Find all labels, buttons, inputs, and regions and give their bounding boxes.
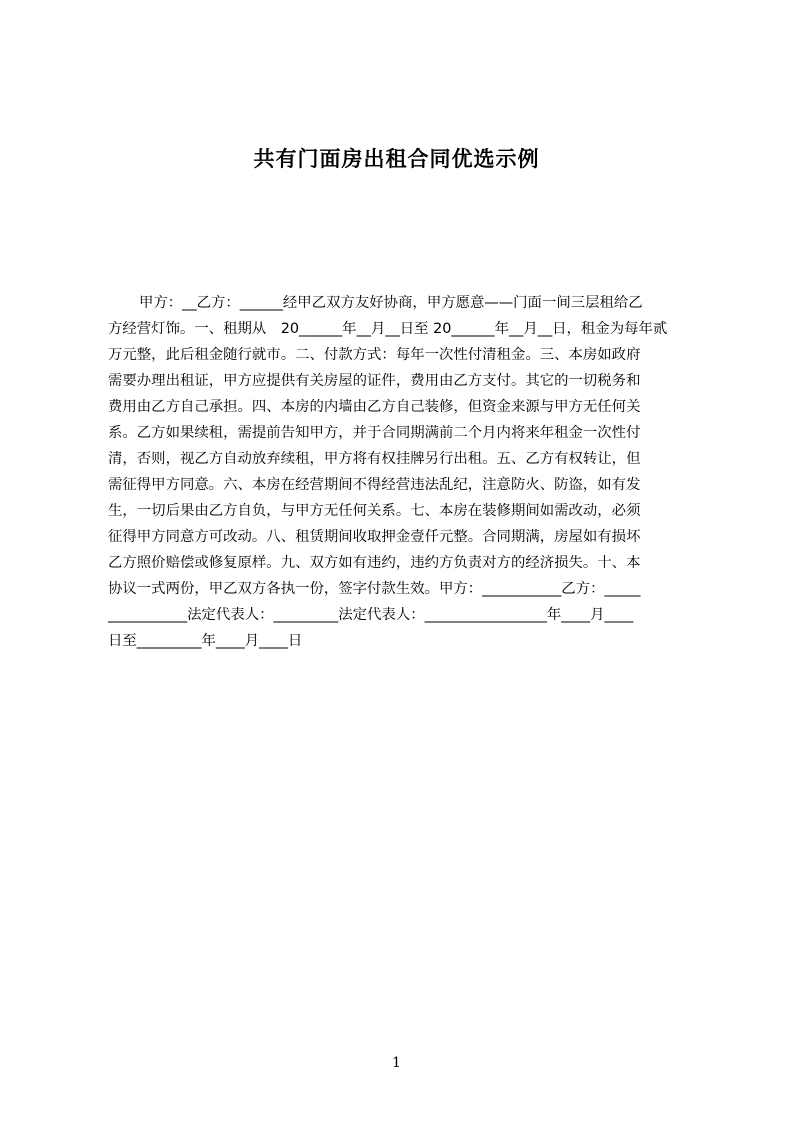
body-line-2: 方经营灯饰。一、租期从 20______年__月__日至 20______年__月__日，租金为每年贰 (108, 321, 668, 337)
body-line-1: 甲方：__乙方：______经甲乙双方友好协商，甲方愿意——门面一间三层租给乙 (139, 295, 643, 311)
page-number: 1 (392, 1055, 401, 1071)
body-line-5: 费用由乙方自己承担。四、本房的内墙由乙方自己装修，但资金来源与甲方无任何关 (108, 399, 641, 415)
document-title: 共有门面房出租合同优选示例 (253, 147, 540, 171)
body-line-8: 需征得甲方同意。六、本房在经营期间不得经营违法乱纪，注意防火、防盗，如有发 (108, 477, 641, 493)
body-line-13: ___________法定代表人：_________法定代表人：_________________年____月____ (108, 607, 634, 623)
body-line-9: 生，一切后果由乙方自负，与甲方无任何关系。七、本房在装修期间如需改动，必须 (108, 503, 641, 519)
body-line-12: 协议一式两份，甲乙双方各执一份，签字付款生效。甲方：___________乙方：_____ (108, 581, 641, 597)
body-line-6: 系。乙方如果续租，需提前告知甲方，并于合同期满前二个月内将来年租金一次性付 (108, 425, 641, 441)
contract-body (108, 290, 698, 670)
body-line-7: 清，否则，视乙方自动放弃续租，甲方将有权挂牌另行出租。五、乙方有权转让，但 (108, 451, 641, 467)
body-line-14: 日至_________年____月____日 (108, 633, 303, 649)
body-line-4: 需要办理出租证，甲方应提供有关房屋的证件，费用由乙方支付。其它的一切税务和 (108, 373, 641, 389)
body-line-10: 征得甲方同意方可改动。八、租赁期间收取押金壹仟元整。合同期满，房屋如有损坏 (108, 529, 641, 545)
body-line-11: 乙方照价赔偿或修复原样。九、双方如有违约，违约方负责对方的经济损失。十、本 (108, 555, 641, 571)
body-line-3: 万元整，此后租金随行就市。二、付款方式：每年一次性付清租金。三、本房如政府 (108, 347, 641, 363)
